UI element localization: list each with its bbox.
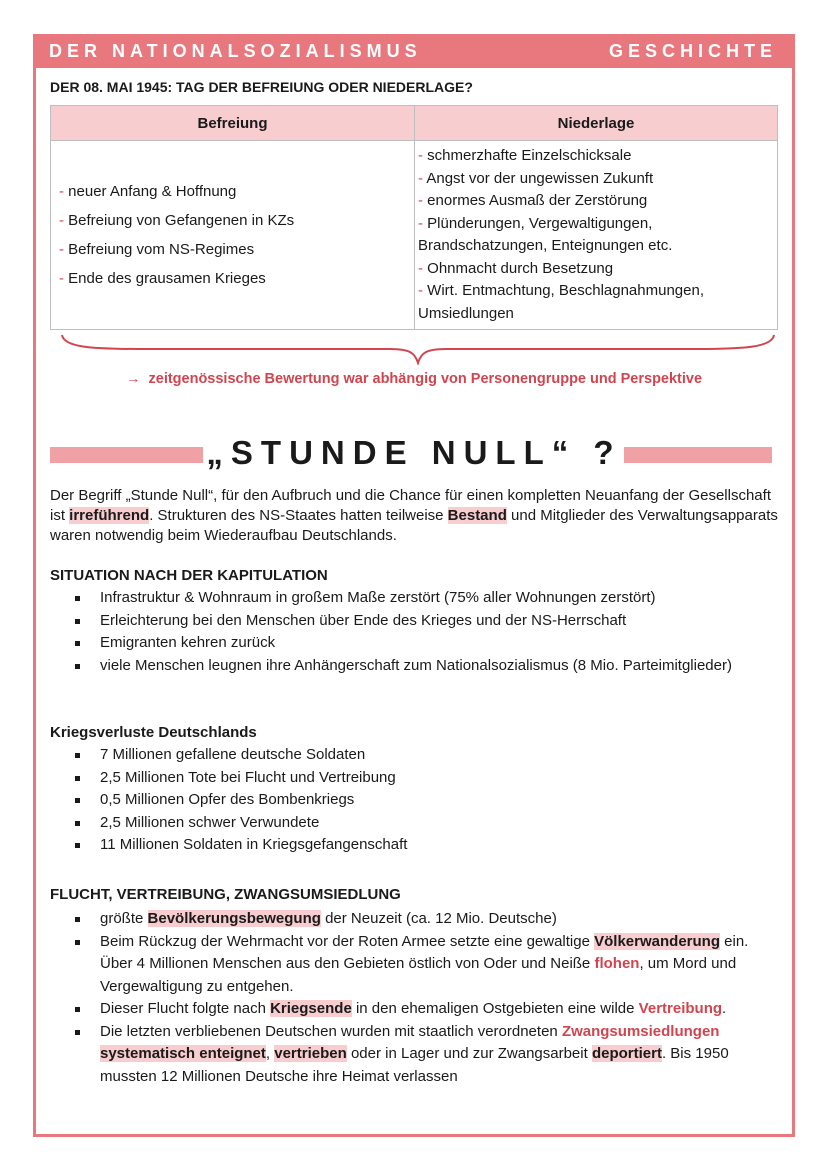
list-item: 11 Millionen Soldaten in Kriegsgefangenschaft: [70, 834, 785, 857]
list-item: 2,5 Millionen Tote bei Flucht und Vertreibung: [70, 767, 785, 790]
list-item: 7 Millionen gefallene deutsche Soldaten: [70, 744, 785, 767]
list-item: Emigranten kehren zurück: [70, 632, 785, 655]
section-title: „STUNDE NULL“ ?: [206, 434, 622, 471]
column-header-niederlage: Niederlage: [415, 106, 778, 141]
highlight: Kriegsende: [270, 1000, 352, 1017]
highlight: Bevölkerungsbewegung: [147, 910, 321, 927]
comparison-title: DER 08. MAI 1945: TAG DER BEFREIUNG ODER NIEDERLAGE?: [50, 79, 473, 95]
highlight: deportiert: [591, 1045, 662, 1062]
header-topic: DER NATIONALSOZIALISMUS: [49, 40, 422, 61]
list-item: - Befreiung vom NS-Regimes: [59, 241, 255, 258]
list-item: Beim Rückzug der Wehrmacht vor der Roten Armee setzte eine gewaltige Völkerwanderung ein. Über 4 Millionen Menschen aus den Gebieten östlich von Oder und Neiße flohen, um Mord und Vergewaltigung zu entgehen.: [70, 931, 785, 999]
flight-list: [70, 908, 785, 1088]
list-item: viele Menschen leugnen ihre Anhängerschaft zum Nationalsozialismus (8 Mio. Parteimitglieder): [70, 655, 785, 678]
intro-paragraph: Der Begriff „Stunde Null“, für den Aufbruch und die Chance für einen kompletten Neuanfang der Gesellschaft ist irreführend. Strukturen des NS-Staates hatten teilweise Bestand und Mitglieder des Verwaltungsapparats waren notwendig beim Wiederaufbau Deutschlands.: [50, 487, 778, 544]
list-item: 2,5 Millionen schwer Verwundete: [70, 812, 785, 835]
title-bar-left: [50, 447, 203, 463]
conclusion-text: zeitgenössische Bewertung war abhängig von Personengruppe und Perspektive: [148, 371, 703, 387]
list-item: - schmerzhafte Einzelschicksale: [418, 147, 632, 164]
curly-brace-icon: [60, 333, 776, 365]
column-header-befreiung: Befreiung: [51, 106, 415, 141]
arrow-right-icon: →: [125, 371, 141, 387]
header-bar: [33, 34, 795, 68]
list-item: - neuer Anfang & Hoffnung: [59, 183, 237, 200]
red-emphasis: Vertreibung: [638, 1000, 723, 1017]
list-item: 0,5 Millionen Opfer des Bombenkriegs: [70, 789, 785, 812]
list-item: - Angst vor der ungewissen Zukunft: [418, 169, 654, 187]
list-item: Infrastruktur & Wohnraum in großem Maße zerstört (75% aller Wohnungen zerstört): [70, 587, 785, 610]
list-item: größte Bevölkerungsbewegung der Neuzeit (ca. 12 Mio. Deutsche): [70, 908, 785, 931]
heading-situation: SITUATION NACH DER KAPITULATION: [50, 567, 328, 584]
situation-list: [70, 587, 785, 677]
befreiung-cell: [51, 141, 415, 330]
list-item: - Plünderungen, Vergewaltigungen, Brandschatzungen, Enteignungen etc.: [418, 214, 673, 254]
heading-losses: Kriegsverluste Deutschlands: [50, 724, 257, 741]
highlight: systematisch enteignet: [100, 1045, 266, 1062]
title-bar-right: [624, 447, 772, 463]
list-item: - enormes Ausmaß der Zerstörung: [418, 192, 648, 209]
red-emphasis: flohen: [594, 955, 640, 972]
comparison-table: [50, 105, 778, 330]
niederlage-cell: [415, 141, 778, 330]
list-item: Dieser Flucht folgte nach Kriegsende in den ehemaligen Ostgebieten eine wilde Vertreibung.: [70, 998, 785, 1021]
highlight: irreführend: [69, 507, 150, 524]
list-item: - Ohnmacht durch Besetzung: [418, 259, 614, 277]
highlight: Bestand: [447, 507, 507, 524]
list-item: - Wirt. Entmachtung, Beschlagnahmungen, Umsiedlungen: [418, 282, 704, 322]
conclusion-line: [0, 371, 828, 387]
list-item: Die letzten verbliebenen Deutschen wurden mit staatlich verordneten Zwangsumsiedlungen systematisch enteignet, vertrieben oder in Lager und zur Zwangsarbeit deportiert. Bis 1950 mussten 12 Millionen Deutsche ihre Heimat verlassen: [70, 1021, 785, 1089]
red-emphasis: Zwangsumsiedlungen: [561, 1022, 720, 1040]
heading-flight: FLUCHT, VERTREIBUNG, ZWANGSUMSIEDLUNG: [50, 886, 401, 903]
highlight: vertrieben: [274, 1045, 347, 1062]
list-item: - Ende des grausamen Krieges: [59, 270, 266, 287]
header-subject: GESCHICHTE: [608, 40, 777, 61]
losses-list: [70, 744, 785, 857]
list-item: - Befreiung von Gefangenen in KZs: [59, 212, 295, 229]
highlight: Völkerwanderung: [594, 932, 720, 950]
list-item: Erleichterung bei den Menschen über Ende des Krieges und der NS-Herrschaft: [70, 610, 785, 633]
